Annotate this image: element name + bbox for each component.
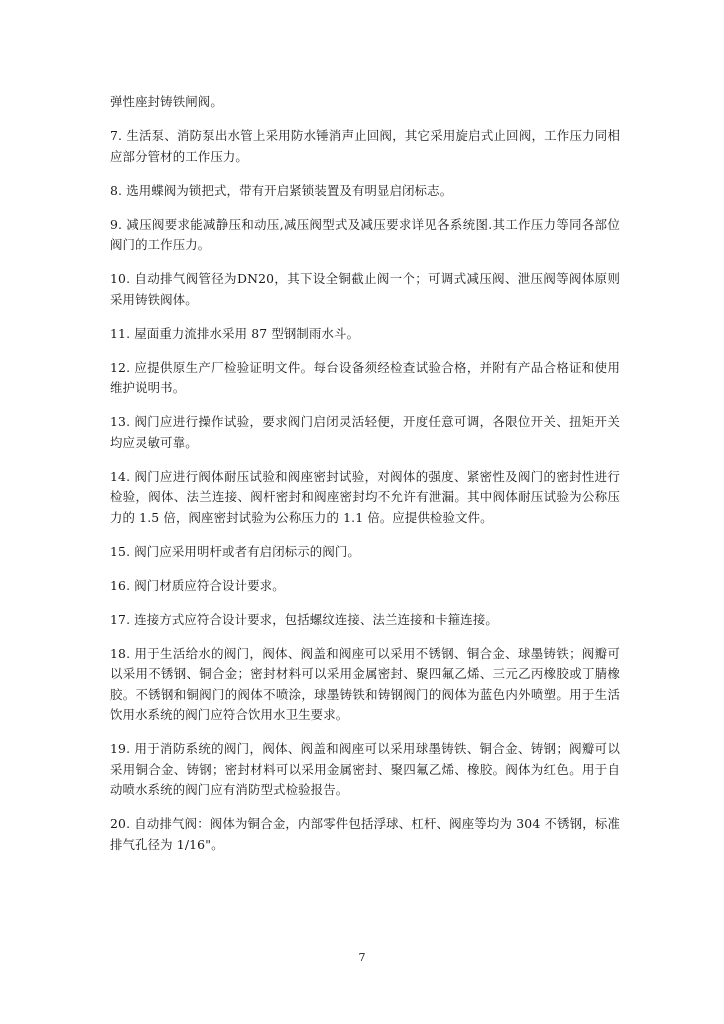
document-body (110, 92, 620, 869)
page-number: 7 (358, 951, 366, 964)
paragraph-item-8: 8. 选用蝶阀为锁把式，带有开启紧锁装置及有明显启闭标志。 (110, 182, 453, 198)
paragraph-item-14: 14. 阀门应进行阀体耐压试验和阀座密封试验，对阀体的强度、紧密性及阀门的密封性进行检验，阀体、法兰连接、阀杆密封和阀座密封均不允许有泄漏。其中阀体耐压试验为公称压力的 1.5 倍，阀座密封试验为公称压力的 1.1 倍。应提供检验文件。 (110, 468, 620, 525)
paragraph-item-17: 17. 连接方式应符合设计要求，包括螺纹连接、法兰连接和卡箍连接。 (110, 611, 498, 627)
paragraph-item-20: 20. 自动排气阀：阀体为铜合金，内部零件包括浮球、杠杆、阀座等均为 304 不锈钢，标准排气孔径为 1/16"。 (110, 816, 620, 852)
paragraph-item-12: 12. 应提供原生产厂检验证明文件。每台设备须经检查试验合格，并附有产品合格证和使用维护说明书。 (110, 359, 620, 395)
paragraph-item-16: 16. 阀门材质应符合设计要求。 (110, 577, 285, 593)
paragraph-item-15: 15. 阀门应采用明杆或者有启闭标示的阀门。 (110, 543, 360, 559)
paragraph-item-7: 7. 生活泵、消防泵出水管上采用防水锤消声止回阀，其它采用旋启式止回阀，工作压力同相应部分管材的工作压力。 (110, 128, 620, 164)
paragraph-item-13: 13. 阀门应进行操作试验，要求阀门启闭灵活轻便，开度任意可调，各限位开关、扭矩开关均应灵敏可靠。 (110, 414, 620, 450)
paragraph-item-9: 9. 减压阀要求能减静压和动压,减压阀型式及减压要求详见各系统图.其工作压力等同各部位阀门的工作压力。 (110, 216, 620, 252)
paragraph-item-18: 18. 用于生活给水的阀门，阀体、阀盖和阀座可以采用不锈钢、铜合金、球墨铸铁；阀瓣可以采用不锈钢、铜合金；密封材料可以采用金属密封、聚四氟乙烯、三元乙丙橡胶或丁腈橡胶。不锈钢和铜阀门的阀体不喷涂，球墨铸铁和铸钢阀门的阀体为蓝色内外喷塑。用于生活饮用水系统的阀门应符合饮用水卫生要求。 (110, 645, 620, 722)
paragraph-item-10: 10. 自动排气阀管径为DN20，其下设全铜截止阀一个；可调式减压阀、泄压阀等阀体原则采用铸铁阀体。 (110, 271, 620, 307)
paragraph-item-19: 19. 用于消防系统的阀门，阀体、阀盖和阀座可以采用球墨铸铁、铜合金、铸钢；阀瓣可以采用铜合金、铸钢；密封材料可以采用金属密封、聚四氟乙烯、橡胶。阀体为红色。用于自动喷水系统的阀门应有消防型式检验报告。 (110, 741, 620, 797)
paragraph-continuation: 弹性座封铸铁闸阀。 (110, 94, 223, 109)
paragraph-item-11: 11. 屋面重力流排水采用 87 型钢制雨水斗。 (110, 325, 360, 341)
